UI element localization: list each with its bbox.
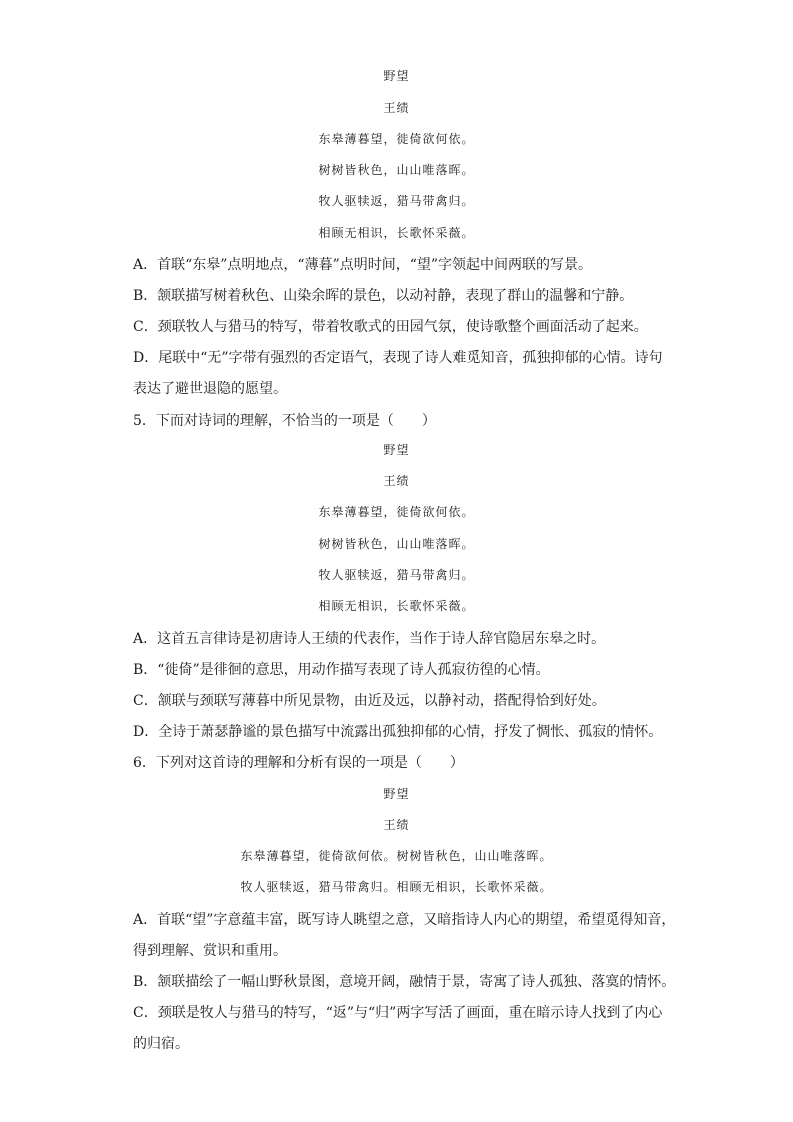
option-d: D．全诗于萧瑟静谧的景色描写中流露出孤独抑郁的心情，抒发了惆怅、孤寂的情怀。 <box>133 724 663 740</box>
poem-author: 王绩 <box>383 101 410 115</box>
option-a: A．这首五言律诗是初唐诗人王绩的代表作，当作于诗人辞官隐居东皋之时。 <box>133 631 606 647</box>
poem-title: 野望 <box>383 69 410 83</box>
poem-line: 树树皆秋色，山山唯落晖。 <box>318 163 475 177</box>
poem-line: 东皋薄暮望，徙倚欲何依。 <box>318 505 475 519</box>
option-c: C．颔联与颈联写薄暮中所见景物，由近及远，以静衬动，搭配得恰到好处。 <box>133 693 606 709</box>
poem-line: 牧人驱犊返，猎马带禽归。 <box>318 568 475 582</box>
question-6-stem: 6．下列对这首诗的理解和分析有误的一项是（ ） <box>133 755 464 771</box>
poem-author: 王绩 <box>383 474 410 488</box>
poem-author: 王绩 <box>383 818 410 832</box>
poem-line: 相顾无相识，长歌怀采薇。 <box>318 599 475 613</box>
poem-line: 牧人驱犊返，猎马带禽归。 <box>318 194 475 208</box>
poem-line: 相顾无相识，长歌怀采薇。 <box>318 226 475 240</box>
option-d-continued: 表达了避世退隐的愿望。 <box>133 381 287 397</box>
option-b: B．颔联描写树着秋色、山染余晖的景色，以动衬静，表现了群山的温馨和宁静。 <box>133 288 634 304</box>
poem-title: 野望 <box>383 787 410 801</box>
poem-line: 牧人驱犊返，猎马带禽归。相顾无相识，长歌怀采薇。 <box>240 880 553 894</box>
option-c: C．颈联牧人与猎马的特写，带着牧歌式的田园气氛，使诗歌整个画面活动了起来。 <box>133 319 648 335</box>
option-d: D．尾联中“无”字带有强烈的否定语气，表现了诗人难觅知音，孤独抑郁的心情。诗句 <box>133 350 663 366</box>
option-a: A．首联“望”字意蕴丰富，既写诗人眺望之意，又暗指诗人内心的期望，希望觅得知音， <box>133 912 676 928</box>
question-5-stem: 5．下而对诗词的理解，不恰当的一项是（ ） <box>133 413 436 429</box>
option-a-continued: 得到理解、赏识和重用。 <box>133 943 287 959</box>
option-b: B．颔联描绘了一幅山野秋景图，意境开阔，融情于景，寄寓了诗人孤独、落寞的情怀。 <box>133 974 676 990</box>
poem-line: 东皋薄暮望，徙倚欲何依。 <box>318 132 475 146</box>
option-c: C．颈联是牧人与猎马的特写，“返”与“归”两字写活了画面，重在暗示诗人找到了内心 <box>133 1005 663 1021</box>
option-a: A．首联“东皋”点明地点，“薄暮”点明时间，“望”字领起中间两联的写景。 <box>133 257 593 273</box>
poem-line: 树树皆秋色，山山唯落晖。 <box>318 537 475 551</box>
option-c-continued: 的归宿。 <box>133 1036 189 1052</box>
option-b: B．“徙倚”是徘徊的意思，用动作描写表现了诗人孤寂彷徨的心情。 <box>133 662 550 678</box>
poem-line: 东皋薄暮望，徙倚欲何依。树树皆秋色，山山唯落晖。 <box>240 849 553 863</box>
poem-title: 野望 <box>383 443 410 457</box>
